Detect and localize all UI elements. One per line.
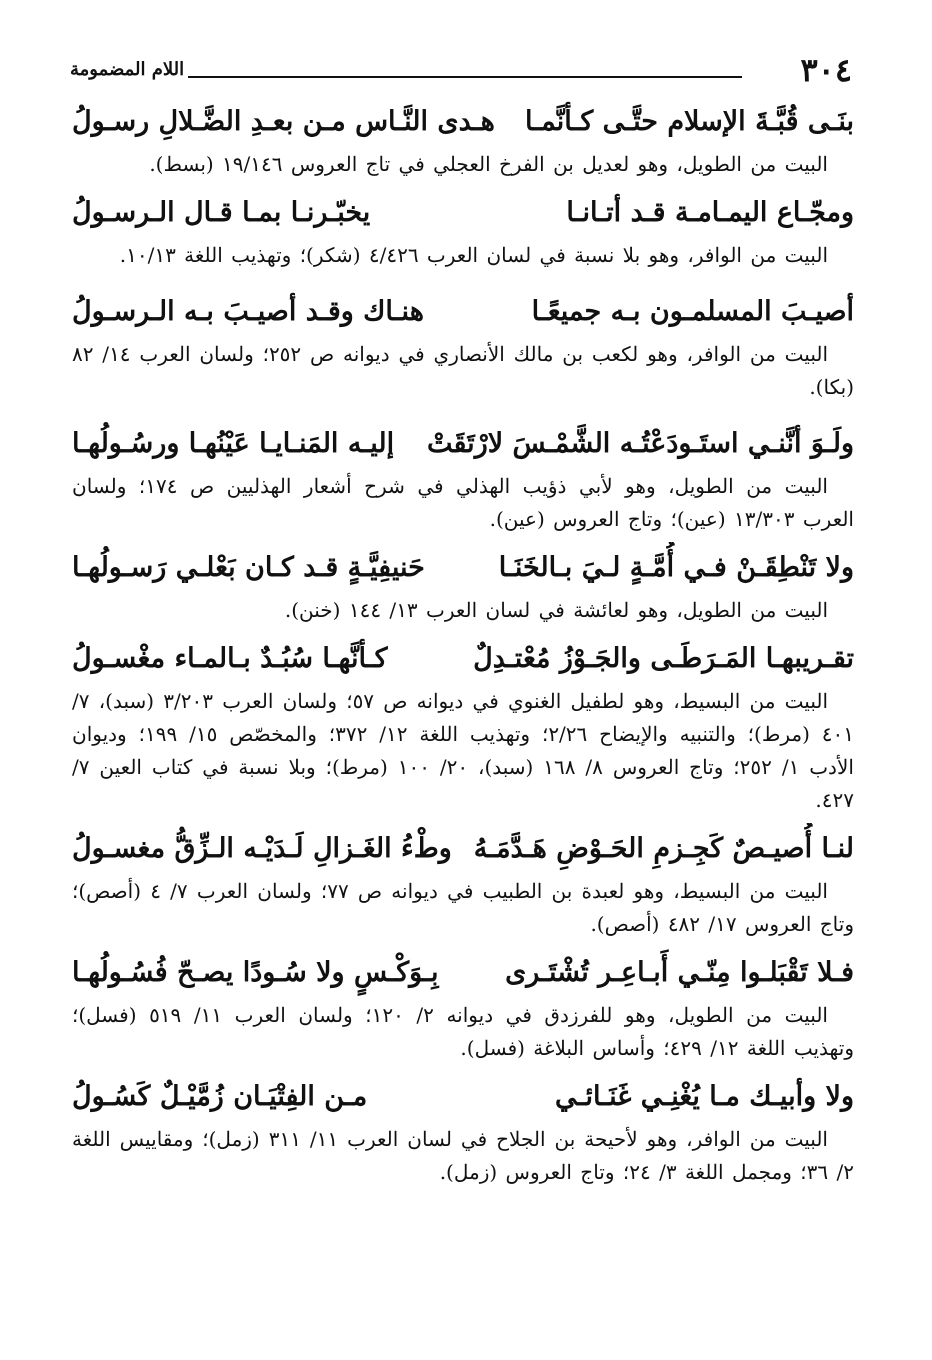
verse-entry <box>72 1071 854 1189</box>
verse-line <box>72 1071 854 1123</box>
verse-first-hemistich: تقـريبهـا المَـرَطَـى والجَـوْزُ مُعْتـدِلٌ <box>473 643 854 674</box>
verse-note: البيت من الوافر، وهو بلا نسبة في لسان العرب ٤/٤٢٦ (شكر)؛ وتهذيب اللغة ١٠/١٣. <box>119 243 828 267</box>
verse-second-hemistich: يخبّـرنـا بمـا قـال الـرسـولُ <box>72 197 371 228</box>
verse-line <box>72 542 854 594</box>
verse-second-hemistich: إليـه المَنـايـا عَيْنُهـا ورسُـولُهـا <box>72 428 395 459</box>
verse-first-hemistich: ولا وأبيـك مـا يُغْنِـي غَنَـائـي <box>555 1081 854 1112</box>
verse-entry <box>72 286 854 404</box>
page-number: ٣٠٤ <box>800 51 852 89</box>
verse-note: البيت من البسيط، وهو لطفيل الغنوي في ديوانه ص ٥٧؛ ولسان العرب ٣/٢٠٣ (سبد)، ٧/ ٤٠١ (مرط)؛ والتنبيه والإيضاح ٢/٢٦؛ وتهذيب اللغة ١٢/ ٣٧٢؛ والمخصّص ١٥/ ١٩٩؛ وديوان الأدب ١/ ٢٥٢؛ وتاج العروس ٨/ ١٦٨ (سبد)، ٢٠/ ١٠٠ (مرط)؛ وبلا نسبة في كتاب العين ٧/ ٤٢٧. <box>72 689 855 812</box>
verse-second-hemistich: وطْءُ الغَـزالِ لَـدَيْـه الـزِّقُّ مغسـولُ <box>72 833 452 864</box>
verse-entry <box>72 823 854 941</box>
verse-note: البيت من الطويل، وهو للفرزدق في ديوانه ٢/ ١٢٠؛ ولسان العرب ١١/ ٥١٩ (فسل)؛ وتهذيب اللغة ١٢/ ٤٢٩؛ وأساس البلاغة (فسل). <box>72 1003 854 1060</box>
verse-line <box>72 823 854 875</box>
verse-note: البيت من الطويل، وهو لعديل بن الفرخ العجلي في تاج العروس ١٩/١٤٦ (بسط). <box>149 152 828 176</box>
verse-line <box>72 96 854 148</box>
verse-line <box>72 286 854 338</box>
running-title: اللام المضمومة <box>70 59 185 80</box>
verse-entries <box>72 96 854 1195</box>
verse-first-hemistich: ومجّـاع اليمـامـة قـد أتـانـا <box>566 197 854 228</box>
verse-note: البيت من البسيط، وهو لعبدة بن الطبيب في ديوانه ص ٧٧؛ ولسان العرب ٧/ ٤ (أصص)؛ وتاج العروس ١٧/ ٤٨٢ (أصص). <box>72 879 854 936</box>
verse-line <box>72 418 854 470</box>
verse-note: البيت من الطويل، وهو لأبي ذؤيب الهذلي في شرح أشعار الهذليين ص ١٧٤؛ ولسان العرب ١٣/٣٠٣ (عين)؛ وتاج العروس (عين). <box>72 474 854 531</box>
verse-second-hemistich: هـدى النَّـاس مـن بعـدِ الضَّـلالِ رسـولُ <box>72 106 495 137</box>
verse-first-hemistich: ولا تَنْطِقَـنْ فـي أُمَّـةٍ لـيَ بـالخَنَـا <box>498 552 854 583</box>
verse-entry <box>72 96 854 181</box>
verse-first-hemistich: فـلا تَقْبَلـوا مِنّـي أَبـاعِـر تُشْتَـرى <box>505 957 854 988</box>
verse-note: البيت من الطويل، وهو لعائشة في لسان العرب ١٣/ ١٤٤ (خنن). <box>284 598 828 622</box>
verse-first-hemistich: أصيـبَ المسلمـون بـه جميعًـا <box>531 296 854 327</box>
verse-entry <box>72 187 854 272</box>
verse-second-hemistich: كـأنَّهـا سُبُـدٌ بـالمـاء مغْسـولُ <box>72 643 388 674</box>
verse-second-hemistich: بِـوَكْـسٍ ولا سُـودًا يصـحّ فُسُـولُهـا <box>72 957 439 988</box>
verse-first-hemistich: لنـا أُصيـصٌ كَجِـزمِ الحَـوْضِ هَـدَّمَـهُ <box>473 833 854 864</box>
verse-note: البيت من الوافر، وهو لكعب بن مالك الأنصاري في ديوانه ص ٢٥٢؛ ولسان العرب ١٤/ ٨٢ (بكا). <box>72 342 854 399</box>
verse-second-hemistich: مـن الفِتْيَـان زُمَّيْـلٌ كَسُـولُ <box>72 1081 368 1112</box>
verse-entry <box>72 633 854 817</box>
verse-line <box>72 187 854 239</box>
verse-first-hemistich: بنَـى قُبَّـةَ الإسلام حتَّـى كـأنَّمـا <box>525 106 854 137</box>
verse-first-hemistich: ولَـوَ أنَّنـي استَـودَعْتُـه الشَّمْـسَ لارْتَقَتْ <box>427 428 854 459</box>
verse-line <box>72 633 854 685</box>
verse-note: البيت من الوافر، وهو لأحيحة بن الجلاح في لسان العرب ١١/ ٣١١ (زمل)؛ ومقاييس اللغة ٢/ ٣٦؛ ومجمل اللغة ٣/ ٢٤؛ وتاج العروس (زمل). <box>72 1127 854 1184</box>
verse-second-hemistich: حَنيفِيَّـةٍ قـد كـان بَعْلـي رَسـولُهـا <box>72 552 425 583</box>
header-rule <box>188 76 742 78</box>
verse-line <box>72 947 854 999</box>
verse-second-hemistich: هنـاك وقـد أصيـبَ بـه الـرسـولُ <box>72 296 424 327</box>
verse-entry <box>72 418 854 536</box>
verse-entry <box>72 542 854 627</box>
verse-entry <box>72 947 854 1065</box>
page-header <box>70 50 852 90</box>
